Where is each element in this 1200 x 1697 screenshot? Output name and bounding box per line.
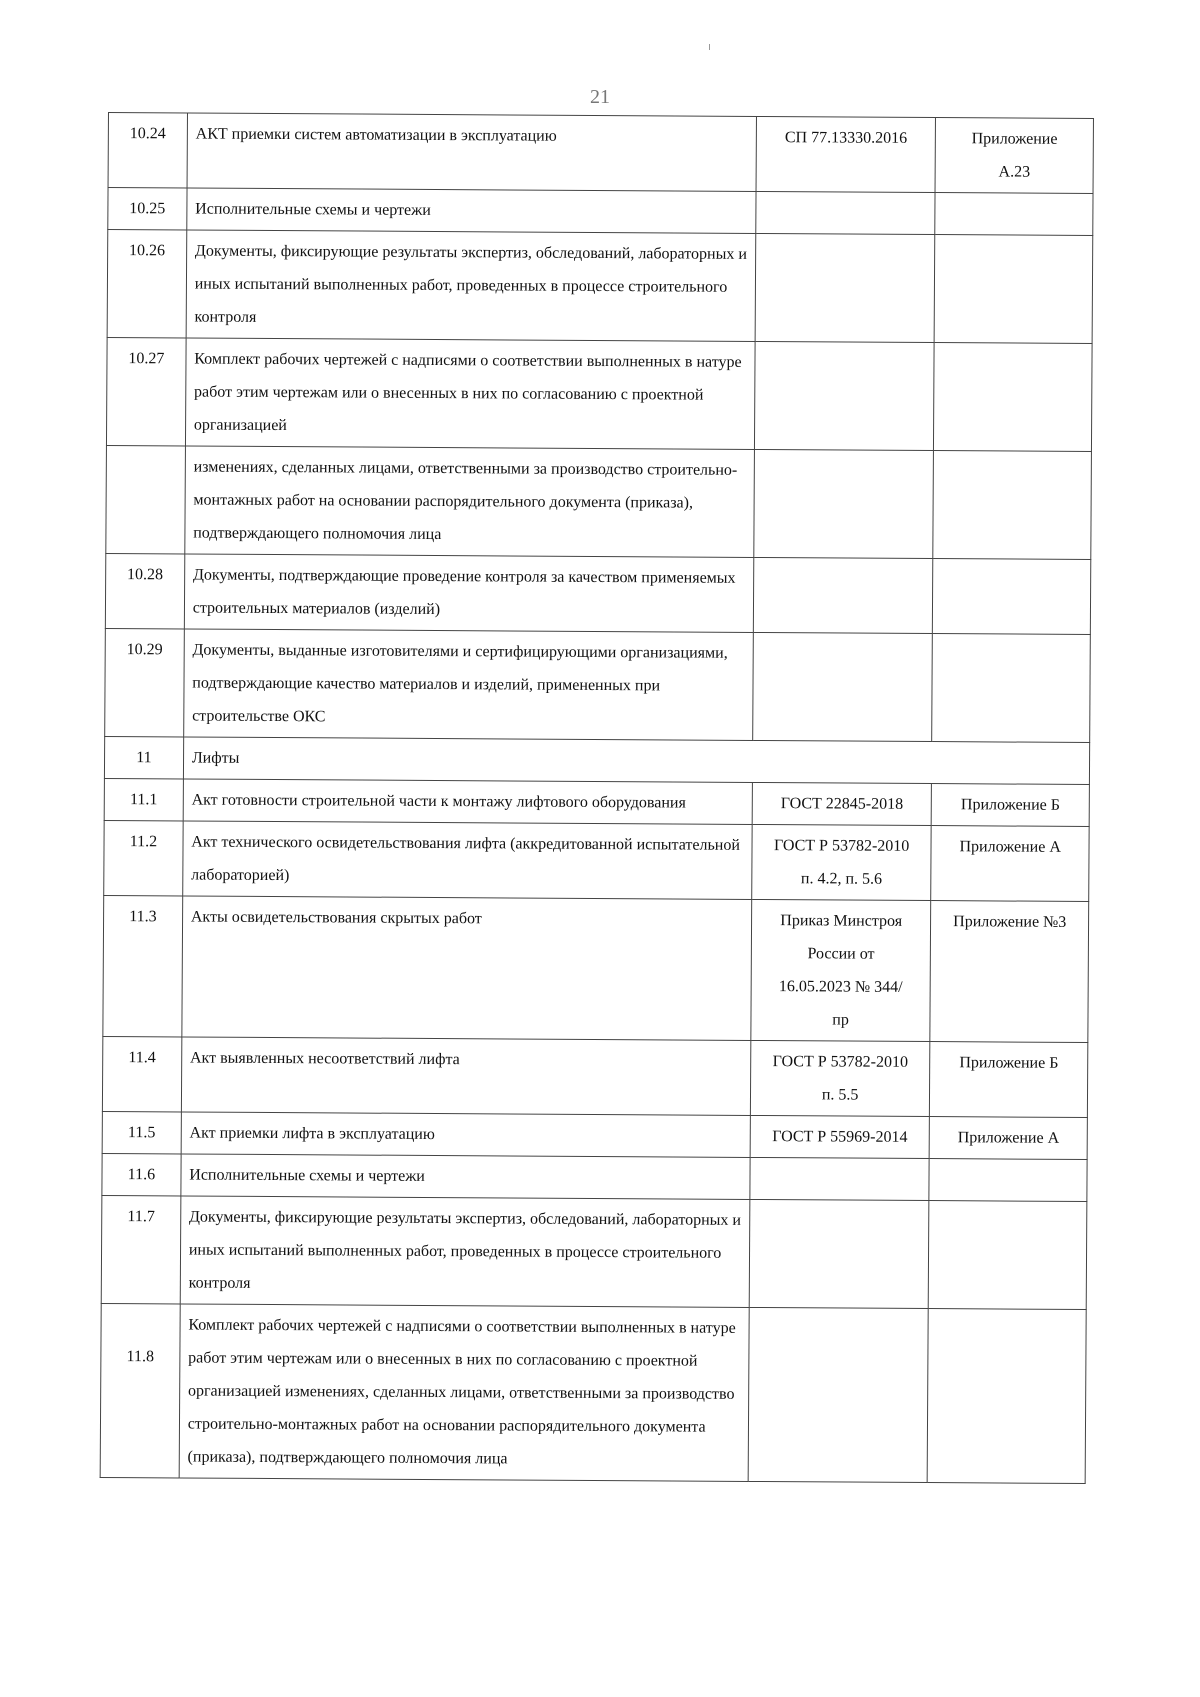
section-number: 11 xyxy=(104,736,183,778)
row-appendix xyxy=(933,559,1091,635)
table-row xyxy=(103,895,1089,1042)
table-row xyxy=(102,1153,1087,1201)
row-appendix xyxy=(933,451,1091,560)
row-text: Исполнительные схемы и чертежи xyxy=(187,188,756,233)
row-number: 10.27 xyxy=(106,337,185,445)
row-appendix: Приложение А.23 xyxy=(935,118,1093,194)
row-number: 10.26 xyxy=(107,230,186,338)
row-standard: ГОСТ Р 53782-2010 п. 5.5 xyxy=(750,1040,930,1116)
page-number: 21 xyxy=(590,86,610,108)
table-row xyxy=(102,1036,1087,1117)
row-text: Комплект рабочих чертежей с надписями о соответствии выполненных в натуре работ этим чертежам или о внесенных в них по согласованию с проектной организацией xyxy=(185,338,755,449)
row-number: 11.3 xyxy=(103,895,183,1036)
row-number: 10.28 xyxy=(105,553,184,628)
section-row xyxy=(104,736,1089,784)
row-text: Акт технического освидетельствования лифта (аккредитованной испытательной лабораторией) xyxy=(183,821,753,899)
row-text: Акт выявленных несоответствий лифта xyxy=(181,1037,751,1115)
documents-table xyxy=(100,112,1094,1484)
row-appendix xyxy=(929,1159,1087,1202)
row-appendix: Приложение Б xyxy=(932,784,1090,827)
row-number: 11.2 xyxy=(104,820,183,895)
row-appendix xyxy=(934,235,1092,344)
row-standard: Приказ Минстроя России от 16.05.2023 № 344/пр xyxy=(751,899,931,1041)
row-appendix: Приложение А xyxy=(931,826,1089,902)
row-appendix xyxy=(935,193,1093,236)
table-row xyxy=(100,1303,1086,1483)
row-number: 11.5 xyxy=(102,1111,181,1153)
row-standard xyxy=(755,233,935,342)
row-standard: ГОСТ 22845-2018 xyxy=(752,782,932,825)
table-row xyxy=(105,553,1090,634)
row-standard xyxy=(754,449,934,558)
row-number: 11.8 xyxy=(100,1303,180,1477)
row-text: изменениях, сделанных лицами, ответственными за производство строительно-монтажных работ на основании распорядительного документа (приказа), подтверждающего полномочия лица xyxy=(185,446,755,557)
row-number: 10.25 xyxy=(108,188,187,230)
row-number xyxy=(106,445,185,553)
row-text: Акт приемки лифта в эксплуатацию xyxy=(181,1112,750,1157)
row-text: Документы, подтверждающие проведение контроля за качеством применяемых строительных материалов (изделий) xyxy=(184,554,754,632)
row-appendix: Приложение Б xyxy=(930,1042,1088,1118)
row-number: 11.6 xyxy=(102,1153,181,1195)
row-standard: ГОСТ Р 55969-2014 xyxy=(750,1115,930,1158)
row-standard xyxy=(748,1307,929,1482)
table-row xyxy=(101,1195,1087,1309)
row-appendix xyxy=(929,1201,1087,1310)
row-standard xyxy=(754,341,934,450)
row-text: Документы, фиксирующие результаты экспертиз, обследований, лабораторных и иных испытаний выполненных работ, проведенных в процессе строительного контроля xyxy=(180,1196,750,1307)
row-number: 10.29 xyxy=(105,628,184,736)
row-text: Исполнительные схемы и чертежи xyxy=(181,1154,750,1199)
row-text: Акт готовности строительной части к монтажу лифтового оборудования xyxy=(183,779,752,824)
row-appendix xyxy=(932,634,1090,743)
row-number: 11.1 xyxy=(104,778,183,820)
table-row xyxy=(107,230,1093,344)
row-standard xyxy=(753,632,933,741)
table-row xyxy=(102,1111,1087,1159)
row-text: Документы, фиксирующие результаты экспертиз, обследований, лабораторных и иных испытаний выполненных работ, проведенных в процессе строительного контроля xyxy=(186,230,756,341)
row-standard: СП 77.13330.2016 xyxy=(756,116,936,192)
row-text: Документы, выданные изготовителями и сертифицирующими организациями, подтверждающие качество материалов и изделий, примененных при строительстве ОКС xyxy=(183,629,753,740)
table-row xyxy=(106,337,1092,451)
row-appendix: Приложение №3 xyxy=(930,901,1088,1043)
row-text: АКТ приемки систем автоматизации в эксплуатацию xyxy=(187,113,757,191)
row-appendix xyxy=(928,1309,1087,1484)
row-standard xyxy=(756,191,936,234)
table-row xyxy=(108,113,1093,194)
row-appendix xyxy=(934,343,1092,452)
table-row xyxy=(105,628,1091,742)
row-standard xyxy=(753,557,933,633)
row-number: 10.24 xyxy=(108,113,187,188)
row-standard xyxy=(750,1157,930,1200)
table-row xyxy=(104,820,1089,901)
row-standard xyxy=(749,1199,929,1308)
row-text: Акты освидетельствования скрытых работ xyxy=(182,896,752,1040)
row-number: 11.4 xyxy=(102,1036,181,1111)
scan-mark xyxy=(709,44,710,50)
table-row xyxy=(106,445,1092,559)
row-appendix: Приложение А xyxy=(930,1117,1088,1160)
table-row xyxy=(108,188,1093,236)
row-number: 11.7 xyxy=(101,1195,180,1303)
row-text: Комплект рабочих чертежей с надписями о соответствии выполненных в натуре работ этим чертежам или о внесенных в них по согласованию с проектной организацией изменениях, сделанных лицами, ответственными за производство строительно-монтажных работ на основании распорядительного документа (приказа), подтверждающего полномочия лица xyxy=(179,1304,749,1481)
row-standard: ГОСТ Р 53782-2010 п. 4.2, п. 5.6 xyxy=(752,824,932,900)
table-row xyxy=(104,778,1089,826)
section-title: Лифты xyxy=(183,737,1089,785)
